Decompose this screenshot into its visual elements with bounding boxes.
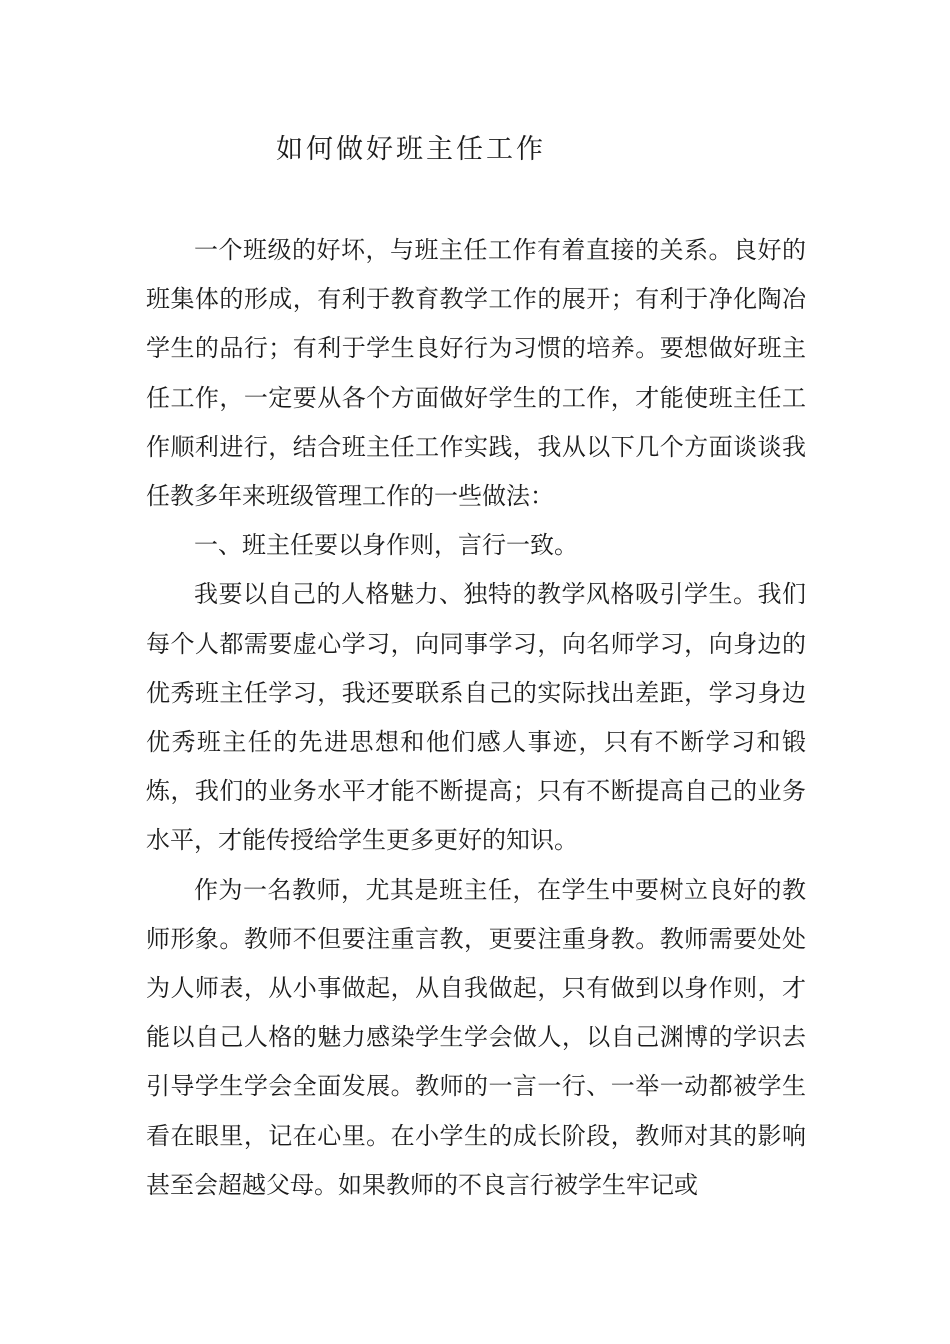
section-heading-1: 一、班主任要以身作则，言行一致。 — [194, 531, 578, 560]
paragraph-learning: 我要以自己的人格魅力、独特的教学风格吸引学生。我们每个人都需要虚心学习，向同事学习，向名师学习，向身边的优秀班主任学习，我还要联系自己的实际找出差距，学习身边优秀班主任的先进思想和他们感人事迹，只有不断学习和锻炼，我们的业务水平才能不断提高；只有不断提高自己的业务水平，才能传授给学生更多更好的知识。 — [146, 580, 806, 855]
paragraph-teacher-image: 作为一名教师，尤其是班主任，在学生中要树立良好的教师形象。教师不但要注重言教，更要注重身教。教师需要处处为人师表，从小事做起，从自我做起，只有做到以身作则，才能以自己人格的魅力感染学生学会做人，以自己渊博的学识去引导学生学会全面发展。教师的一言一行、一举一动都被学生看在眼里，记在心里。在小学生的成长阶段，教师对其的影响甚至会超越父母。如果教师的不良言行被学生牢记或 — [146, 875, 806, 1199]
document-body — [146, 226, 806, 1210]
paragraph-intro: 一个班级的好坏，与班主任工作有着直接的关系。良好的班集体的形成，有利于教育教学工作的展开；有利于净化陶冶学生的品行；有利于学生良好行为习惯的培养。要想做好班主任工作，一定要从各个方面做好学生的工作，才能使班主任工作顺利进行，结合班主任工作实践，我从以下几个方面谈谈我任教多年来班级管理工作的一些做法： — [146, 236, 806, 511]
document-title: 如何做好班主任工作 — [276, 134, 546, 165]
